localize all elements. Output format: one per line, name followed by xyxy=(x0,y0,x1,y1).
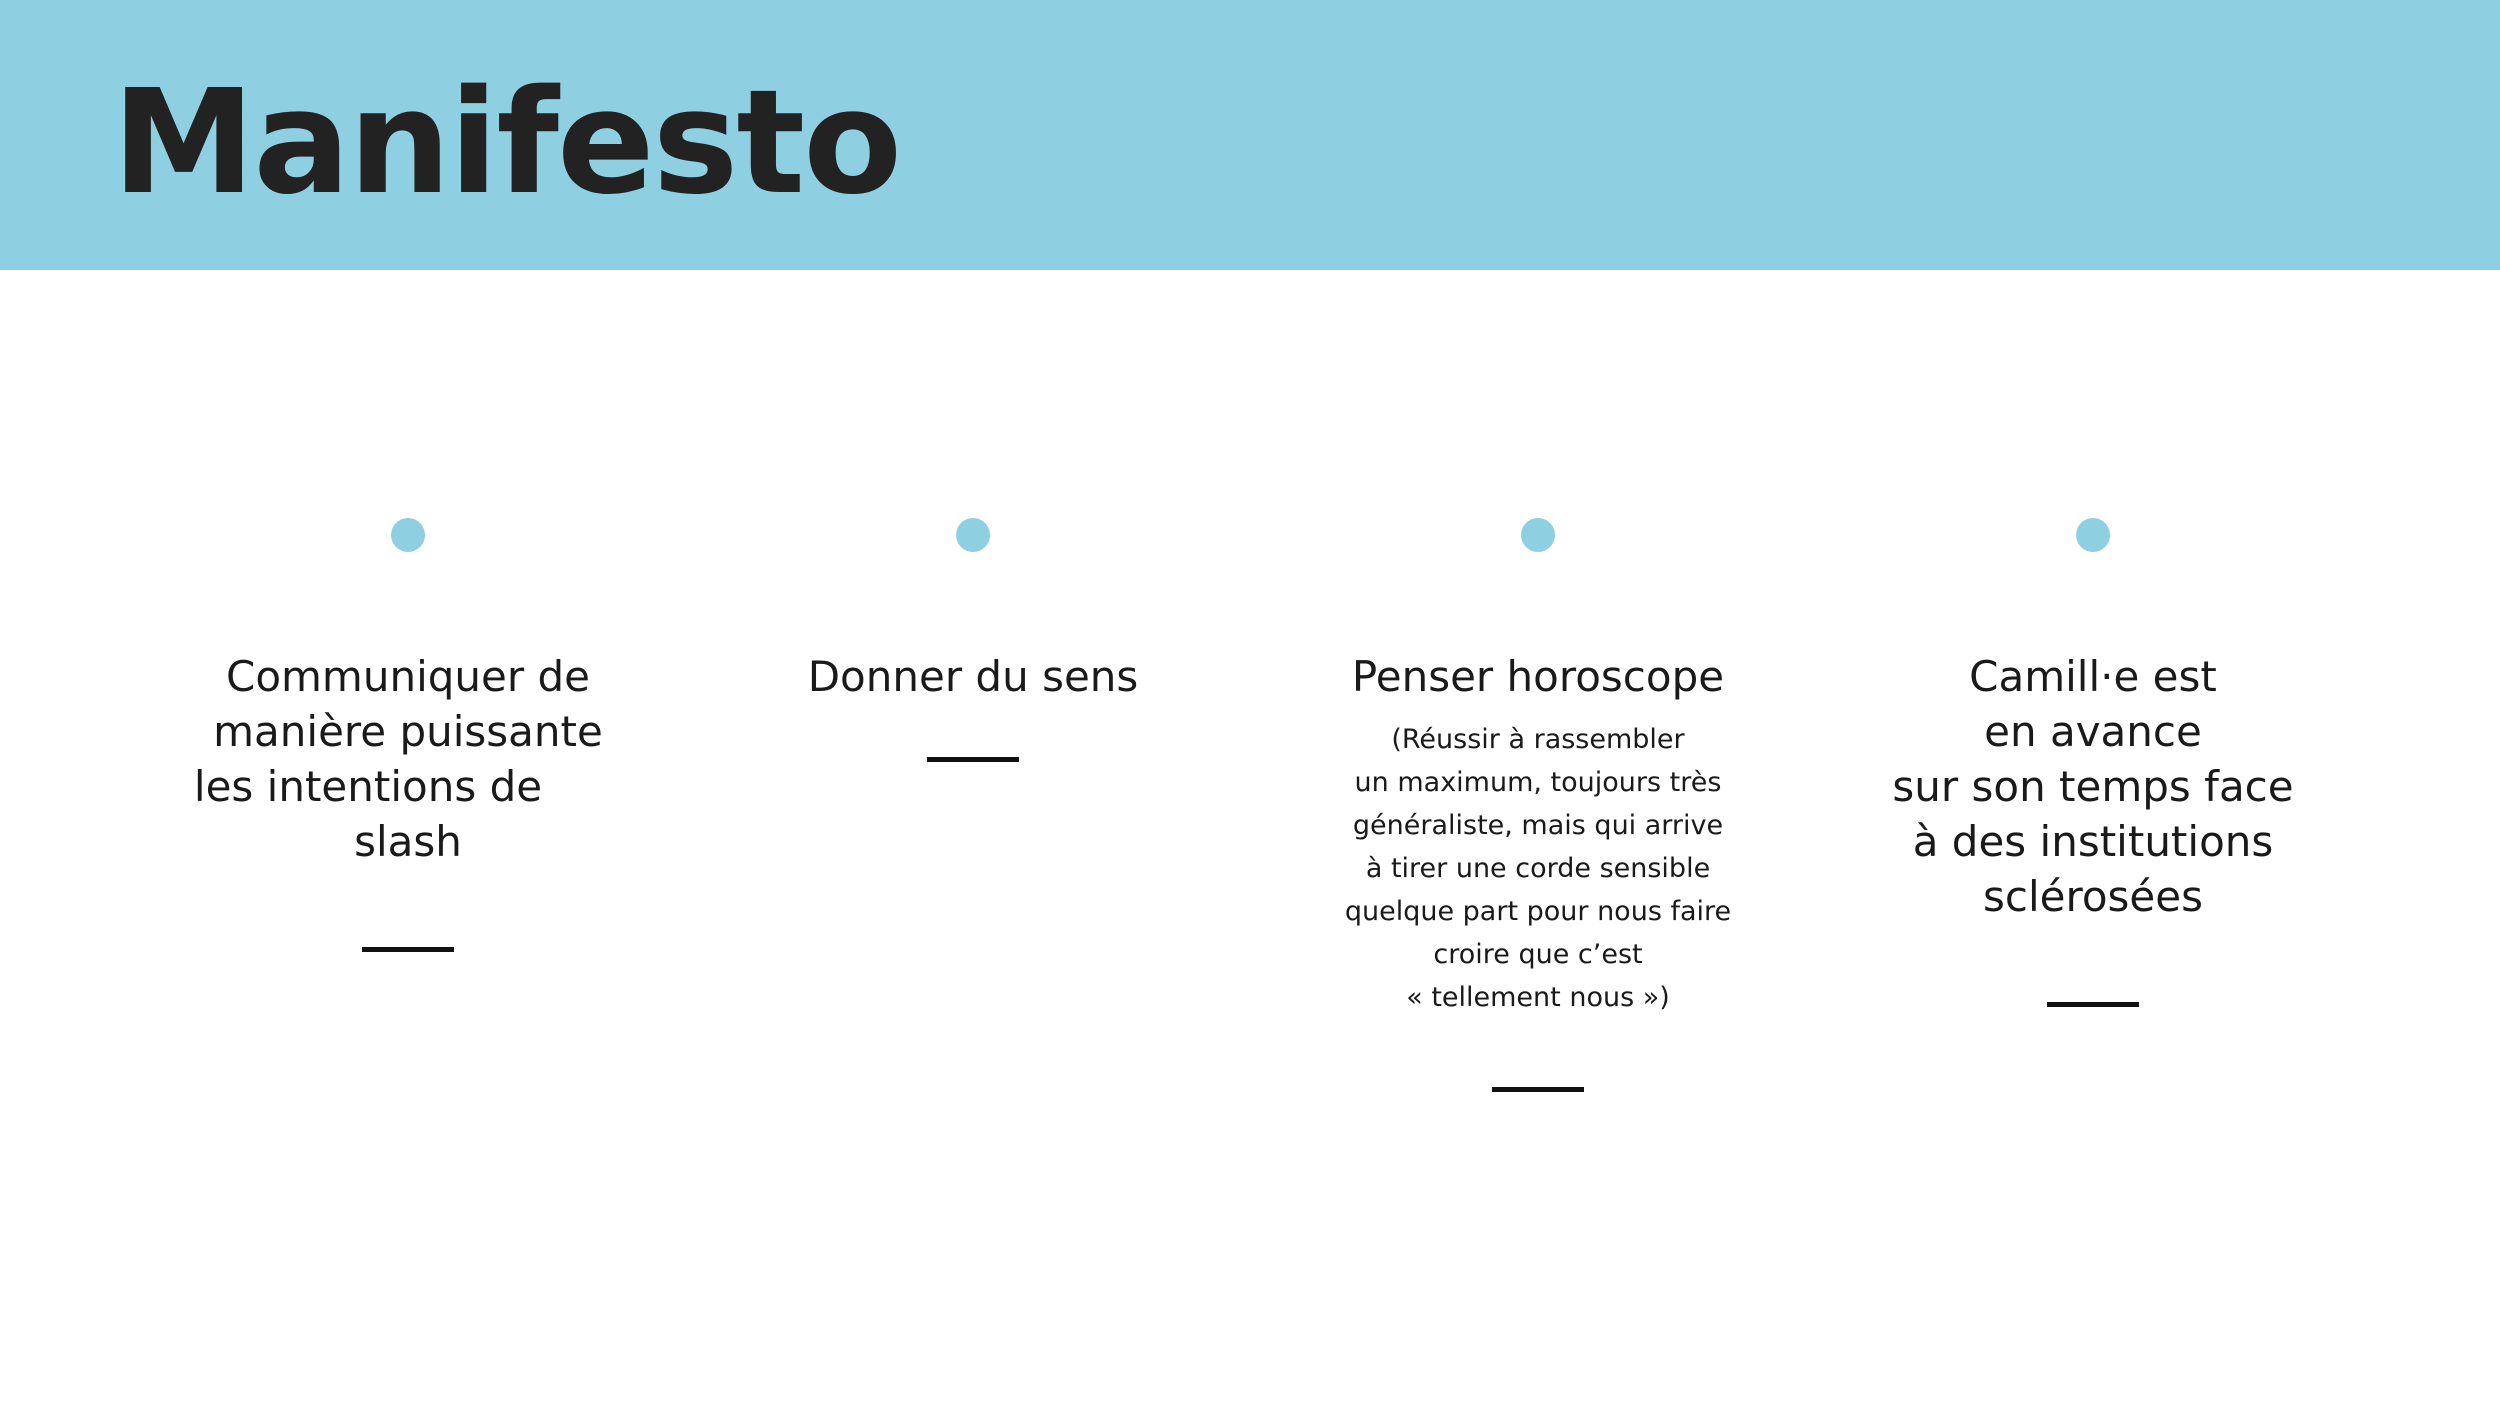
bullet-dot xyxy=(956,518,990,552)
manifesto-column-1 xyxy=(148,0,668,1406)
dash-divider xyxy=(2047,1002,2139,1007)
column-description xyxy=(1278,718,1798,1019)
description-line: un maximum, toujours très xyxy=(1354,767,1722,798)
column-heading xyxy=(1833,649,2353,924)
bullet-dot xyxy=(391,518,425,552)
manifesto-column-3 xyxy=(1278,0,1798,1406)
heading-line: en avance xyxy=(1984,707,2202,756)
column-heading xyxy=(713,649,1233,704)
description-line: à tirer une corde sensible xyxy=(1365,853,1711,884)
dash-divider xyxy=(1492,1087,1584,1092)
heading-line: Camill·e est xyxy=(1969,652,2217,701)
heading-line: sclérosées xyxy=(1983,872,2203,921)
column-heading xyxy=(1278,649,1798,704)
heading-line: Donner du sens xyxy=(807,652,1139,701)
description-line: « tellement nous ») xyxy=(1406,982,1670,1013)
manifesto-column-4 xyxy=(1833,0,2353,1406)
page-title: Manifesto xyxy=(112,58,901,226)
bullet-dot xyxy=(2076,518,2110,552)
heading-line: les intentions de xyxy=(193,762,543,811)
dash-divider xyxy=(927,757,1019,762)
description-line: généraliste, mais qui arrive xyxy=(1352,810,1724,841)
bullet-dot xyxy=(1521,518,1555,552)
heading-line: slash xyxy=(354,817,462,866)
description-line: (Réussir à rassembler xyxy=(1391,724,1685,755)
column-heading xyxy=(148,649,668,869)
heading-line: manière puissante xyxy=(213,707,603,756)
heading-line: sur son temps face xyxy=(1892,762,2294,811)
description-line: quelque part pour nous faire xyxy=(1344,896,1732,927)
description-line: croire que c’est xyxy=(1433,939,1643,970)
heading-line: à des institutions xyxy=(1912,817,2274,866)
dash-divider xyxy=(362,947,454,952)
heading-line: Communiquer de xyxy=(226,652,590,701)
heading-line: Penser horoscope xyxy=(1351,652,1725,701)
manifesto-column-2 xyxy=(713,0,1233,1406)
